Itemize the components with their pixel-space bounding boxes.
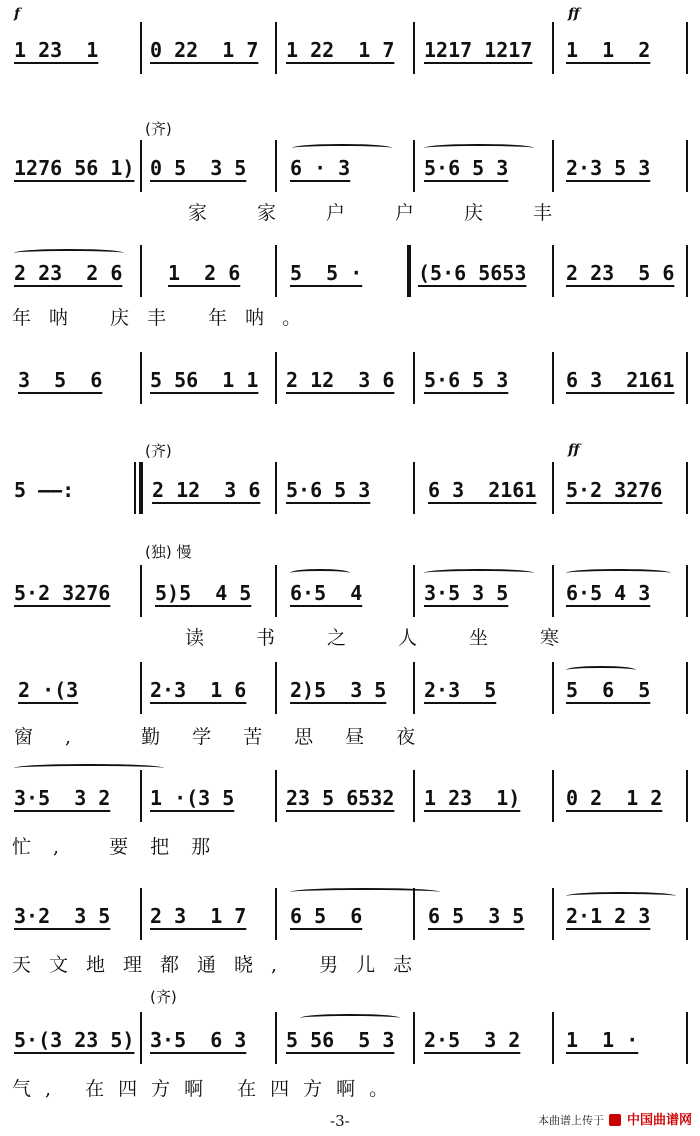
slur [292,144,392,152]
dynamic-mark: ff [568,442,580,458]
bar-line [275,462,277,514]
measure: (5·6 5653 [418,261,527,285]
measure: 5 6 5 [566,678,651,702]
bar-line [413,22,415,74]
measure: 5·2 3276 [566,478,663,502]
lyrics-line: 年呐 庆丰 年呐。 [12,307,320,329]
measure: 0 22 1 7 [150,38,259,62]
measure: 2·3 5 3 [566,156,651,180]
slur [300,1014,400,1022]
measure: 5·2 3276 [14,581,111,605]
bar-line [275,245,277,297]
measure: 5 ——: [14,478,75,502]
measure: 2 23 5 6 [566,261,675,285]
measure: 3 5 6 [18,368,103,392]
lyrics-line: 天文地理都通晓, 男儿志 [12,954,431,976]
measure: 6·5 4 [290,581,363,605]
bar-line [686,22,688,74]
bar-line [686,352,688,404]
bar-line [140,245,142,297]
bar-line [686,770,688,822]
bar-line [552,245,554,297]
bar-line [552,888,554,940]
credit-text: 本曲谱上传于 [537,1114,604,1127]
measure: 2 ·(3 [18,678,79,702]
bar-line [275,22,277,74]
measure: 3·2 3 5 [14,904,111,928]
measure: 0 5 3 5 [150,156,247,180]
measure: 1 ·(3 5 [150,786,235,810]
measure: 5 56 5 3 [286,1028,395,1052]
score-system-2 [0,120,700,240]
measure: 5)5 4 5 [155,581,252,605]
measure: 5 56 1 1 [150,368,259,392]
measure: 5·6 5 3 [424,156,509,180]
measure: 6 3 2161 [566,368,675,392]
site-credit[interactable] [538,1109,692,1128]
slur [290,569,350,577]
bar-line [140,140,142,192]
measure: 6·5 4 3 [566,581,651,605]
measure: 2·1 2 3 [566,904,651,928]
bar-line [552,770,554,822]
bar-line [413,662,415,714]
part-label: (齐) [145,442,172,460]
bar-line [413,352,415,404]
dynamic-mark: f [14,6,21,22]
measure: 1217 1217 [424,38,533,62]
measure: 5·(3 23 5) [14,1028,135,1052]
measure: 1 1 2 [566,38,651,62]
page-number: -3- [330,1112,350,1130]
measure: 23 5 6532 [286,786,395,810]
measure: 2)5 3 5 [290,678,387,702]
slur [566,892,676,900]
measure: 1276 56 1) [14,156,135,180]
bar-line [275,770,277,822]
bar-line [140,662,142,714]
score-system-8 [0,770,700,870]
measure: 5·6 5 3 [286,478,371,502]
measure: 2·3 5 [424,678,497,702]
slur [14,249,124,257]
bar-line [686,462,688,514]
score-system-9 [0,888,700,988]
lyrics-line: 家家户户庆丰 [188,202,603,224]
bar-line [413,1012,415,1064]
lyrics-line: 读书之人坐寒 [185,627,612,649]
repeat-bar [402,245,412,297]
bar-line [686,662,688,714]
lyrics-line: 窗, 勤学苦思昼夜 [14,726,448,748]
bar-line [552,565,554,617]
bar-line [275,888,277,940]
score-system-1 [0,6,700,112]
measure: 2·5 3 2 [424,1028,521,1052]
bar-line [413,770,415,822]
bar-line [413,565,415,617]
score-system-10 [0,988,700,1102]
part-label: (独) 慢 [145,543,192,561]
bar-line [140,1012,142,1064]
bar-line [686,565,688,617]
measure: 3·5 3 5 [424,581,509,605]
bar-line [413,140,415,192]
bar-line [140,22,142,74]
measure: 5 5 · [290,261,363,285]
score-system-4 [0,352,700,432]
bar-line [552,462,554,514]
bar-line [686,888,688,940]
measure: 1 23 1) [424,786,521,810]
credit-brand: 中国曲谱网 [626,1113,692,1128]
score-system-5 [0,442,700,542]
measure: 2 3 1 7 [150,904,247,928]
score-system-7 [0,662,700,762]
measure: 6 · 3 [290,156,351,180]
measure: 0 2 1 2 [566,786,663,810]
bar-line [686,1012,688,1064]
bar-line [686,245,688,297]
site-logo-icon [609,1114,621,1126]
score-system-6 [0,543,700,665]
bar-line [140,888,142,940]
lyrics-line: 忙, 要把那 [12,836,233,858]
slur [424,144,534,152]
measure: 1 2 6 [168,261,241,285]
measure: 2 12 3 6 [152,478,261,502]
part-label: (齐) [145,120,172,138]
measure: 5·6 5 3 [424,368,509,392]
measure: 3·5 6 3 [150,1028,247,1052]
bar-line [275,140,277,192]
measure: 1 1 · [566,1028,639,1052]
part-label: (齐) [150,988,177,1006]
bar-line [275,352,277,404]
repeat-bar [134,462,144,514]
slur [566,569,671,577]
bar-line [552,1012,554,1064]
bar-line [140,352,142,404]
slur [424,569,534,577]
slur [566,666,636,674]
measure: 2 23 2 6 [14,261,123,285]
bar-line [413,462,415,514]
bar-line [140,770,142,822]
measure: 2·3 1 6 [150,678,247,702]
measure: 6 5 3 5 [428,904,525,928]
measure: 1 22 1 7 [286,38,395,62]
bar-line [275,662,277,714]
bar-line [552,22,554,74]
score-system-3 [0,245,700,345]
bar-line [140,565,142,617]
measure: 6 5 6 [290,904,363,928]
dynamic-mark: ff [568,6,580,22]
bar-line [413,888,415,940]
bar-line [275,565,277,617]
bar-line [686,140,688,192]
slur [290,888,440,896]
bar-line [552,140,554,192]
measure: 1 23 1 [14,38,99,62]
measure: 2 12 3 6 [286,368,395,392]
lyrics-line: 气, 在四方啊 在四方啊。 [12,1078,403,1100]
measure: 3·5 3 2 [14,786,111,810]
bar-line [275,1012,277,1064]
measure: 6 3 2161 [428,478,537,502]
bar-line [552,352,554,404]
bar-line [552,662,554,714]
